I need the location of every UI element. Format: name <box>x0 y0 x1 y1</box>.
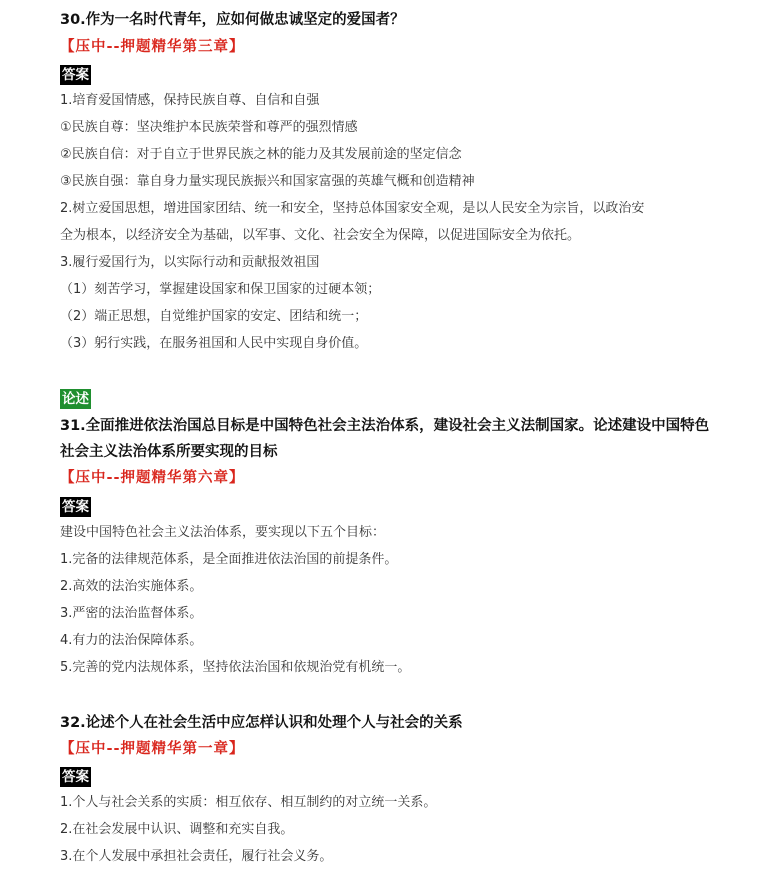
answer-badge: 答案 <box>62 769 89 785</box>
question-32-title: 32.论述个人在社会生活中应怎样认识和处理个人与社会的关系 <box>60 715 463 731</box>
question-30-line-1: 1.培育爱国情感，保持民族自尊、自信和自强 <box>60 93 320 108</box>
question-30-line-4: ③民族自强：靠自身力量实现民族振兴和国家富强的英雄气概和创造精神 <box>60 174 475 189</box>
question-32-answer-badge-wrap <box>60 766 91 787</box>
question-30-line-10: （3）躬行实践，在服务祖国和人民中实现自身价值。 <box>60 336 368 351</box>
question-30-line-8: （1）刻苦学习，掌握建设国家和保卫国家的过硬本领； <box>60 282 381 297</box>
question-30-line-9: （2）端正思想，自觉维护国家的安定、团结和统一； <box>60 309 368 324</box>
question-31-line-2: 1.完备的法律规范体系，是全面推进依法治国的前提条件。 <box>60 552 398 567</box>
question-32-line-3: 3.在个人发展中承担社会责任，履行社会义务。 <box>60 849 333 864</box>
question-32-line-1: 1.个人与社会关系的实质：相互依存、相互制约的对立统一关系。 <box>60 795 437 810</box>
question-31-answer-badge-wrap <box>60 496 91 517</box>
question-30-chapter-tag: 【压中--押题精华第三章】 <box>60 38 245 55</box>
question-30-line-5: 2.树立爱国思想，增进国家团结、统一和安全，坚持总体国家安全观，是以人民安全为宗旨，以政治安 <box>60 201 645 216</box>
question-31-title: 31.全面推进依法治国总目标是中国特色社会主法治体系，建设社会主义法制国家。论述建设中国特色社会主义法治体系所要实现的目标 <box>60 418 710 460</box>
question-32-chapter-tag: 【压中--押题精华第一章】 <box>60 740 245 757</box>
question-31-line-4: 3.严密的法治监督体系。 <box>60 606 203 621</box>
question-31-line-1: 建设中国特色社会主义法治体系，要实现以下五个目标： <box>60 525 386 540</box>
question-32-line-2: 2.在社会发展中认识、调整和充实自我。 <box>60 822 294 837</box>
answer-badge: 答案 <box>62 499 89 515</box>
answer-badge: 答案 <box>62 67 89 83</box>
question-30-answer-badge-wrap <box>60 64 91 85</box>
question-31-line-6: 5.完善的党内法规体系，坚持依法治国和依规治党有机统一。 <box>60 660 411 675</box>
essay-type-badge: 论述 <box>62 391 89 407</box>
question-31-line-3: 2.高效的法治实施体系。 <box>60 579 203 594</box>
question-30-title: 30.作为一名时代青年，应如何做忠诚坚定的爱国者？ <box>60 12 405 28</box>
question-30-line-7: 3.履行爱国行为，以实际行动和贡献报效祖国 <box>60 255 320 270</box>
question-31-type-badge-wrap <box>60 388 91 409</box>
question-31-line-5: 4.有力的法治保障体系。 <box>60 633 203 648</box>
question-31-chapter-tag: 【压中--押题精华第六章】 <box>60 469 245 486</box>
question-30-line-3: ②民族自信：对于自立于世界民族之林的能力及其发展前途的坚定信念 <box>60 147 462 162</box>
question-30-line-2: ①民族自尊：坚决维护本民族荣誉和尊严的强烈情感 <box>60 120 358 135</box>
question-30-line-6: 全为根本，以经济安全为基础，以军事、文化、社会安全为保障，以促进国际安全为依托。 <box>60 228 581 243</box>
